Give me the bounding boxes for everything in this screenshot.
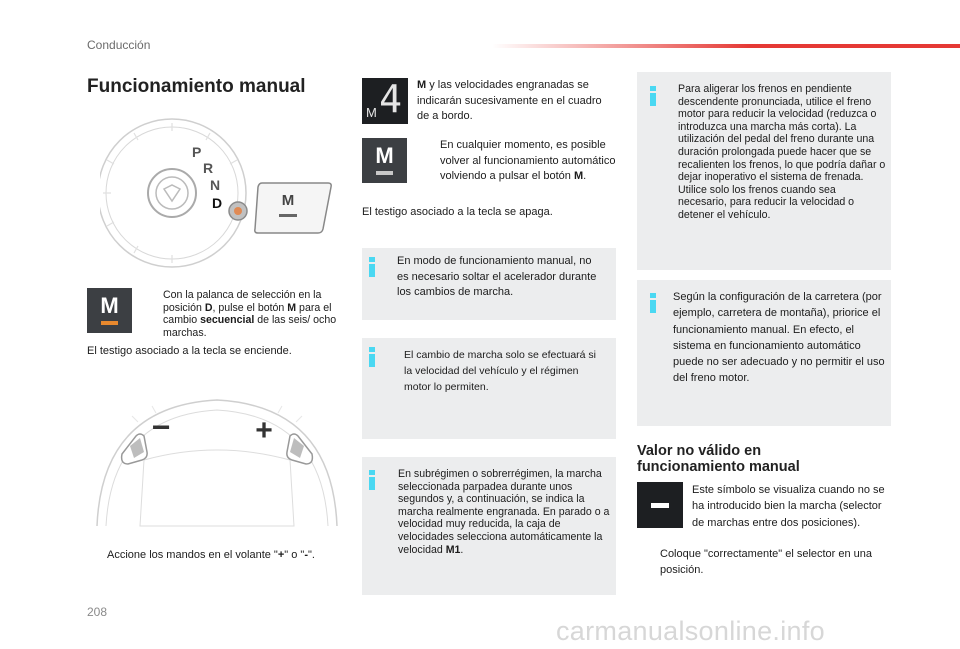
info-box-underrev: En subrégimen o sobrerrégimen, la marcha seleccionada parpadea durante unos segundos y, a continuación, se indica la marcha realmente engranada. En parado o a velocidad muy reducida, la caja de velocidades selecciona automáticamente la velocidad M1. <box>362 457 616 595</box>
info-box-gear-change: El cambio de marcha solo se efectuará si la velocidad del vehículo y el régimen motor lo permiten. <box>362 338 616 439</box>
m-key-label: M <box>375 143 394 168</box>
info-icon <box>649 293 657 313</box>
lever-letter-r: R <box>203 160 214 176</box>
gear-display-text: M y las velocidades engranadas se indicarán sucesivamente en el cuadro de a bordo. <box>417 79 602 122</box>
step-return-auto: En cualquier momento, es posible volver al funcionamiento automático volviendo a pulsar el botón M. <box>440 139 616 182</box>
info-icon <box>368 470 376 490</box>
page-number: 208 <box>87 605 108 619</box>
lever-letter-n: N <box>210 177 221 193</box>
dash-glyph <box>651 503 669 508</box>
m-key-indicator-off <box>376 171 393 175</box>
info-icon <box>649 86 657 106</box>
step-paddles: Accione los mandos en el volante "+" o "-". <box>107 549 315 561</box>
section-label: Conducción <box>87 38 151 52</box>
svg-text:M: M <box>281 192 295 209</box>
gear-display-mode: M <box>366 105 377 120</box>
steering-wheel-illustration <box>92 376 342 540</box>
watermark: carmanualsonline.info <box>556 616 825 646</box>
lever-letter-d: D <box>212 195 223 211</box>
note-key-on: El testigo asociado a la tecla se enciende. <box>87 345 292 357</box>
paddle-plus-label: + <box>255 414 273 447</box>
gear-lever-illustration <box>100 115 336 270</box>
m-key-on-icon <box>87 288 132 333</box>
m-key-off-icon <box>362 138 407 183</box>
invalid-value-heading: Valor no válido en funcionamiento manual <box>637 443 800 475</box>
info-box-engine-brake: Para aligerar los frenos en pendiente descendente pronunciada, utilice el freno motor para reducir la velocidad (reduzca o introduzca una marcha más corta). La utilización del pedal del freno durante una duración prolongada puede hacer que se recalienten los frenos, lo que podría dañar o dejar inoperativo el sistema de frenada. Utilice solo los frenos cuando sea necesario, para reducir la velocidad o detener el vehículo. <box>637 72 891 270</box>
paddle-minus-label: − <box>151 409 171 445</box>
info-box-accelerator: En modo de funcionamiento manual, no es necesario soltar el acelerador durante los cambios de marcha. <box>362 248 616 320</box>
info-icon <box>368 257 376 277</box>
gear-display-number: 4 <box>379 77 402 121</box>
header-accent-line <box>492 44 960 48</box>
note-key-off: El testigo asociado a la tecla se apaga. <box>362 206 553 218</box>
lever-letter-p: P <box>192 144 202 160</box>
page-title: Funcionamiento manual <box>87 76 306 97</box>
gear-display-icon <box>362 78 408 124</box>
info-icon <box>368 347 376 367</box>
step-press-m: Con la palanca de selección en la posición D, pulse el botón M para el cambio secuencial de las seis/ ocho marchas. <box>163 289 337 339</box>
m-key-label: M <box>100 293 119 318</box>
step-place-selector: Coloque "correctamente" el selector en una posición. <box>660 548 873 576</box>
info-box-road-config: Según la configuración de la carretera (por ejemplo, carretera de montaña), priorice el funcionamiento manual. En efecto, el sistema en funcionamiento automático puede no ser adecuado y no permitir el uso del freno motor. <box>637 280 891 426</box>
m-key-indicator-on <box>101 321 118 325</box>
invalid-gear-symbol-icon <box>637 482 683 528</box>
invalid-symbol-text: Este símbolo se visualiza cuando no se ha introducido bien la marcha (selector de marchas entre dos posiciones). <box>692 484 885 529</box>
